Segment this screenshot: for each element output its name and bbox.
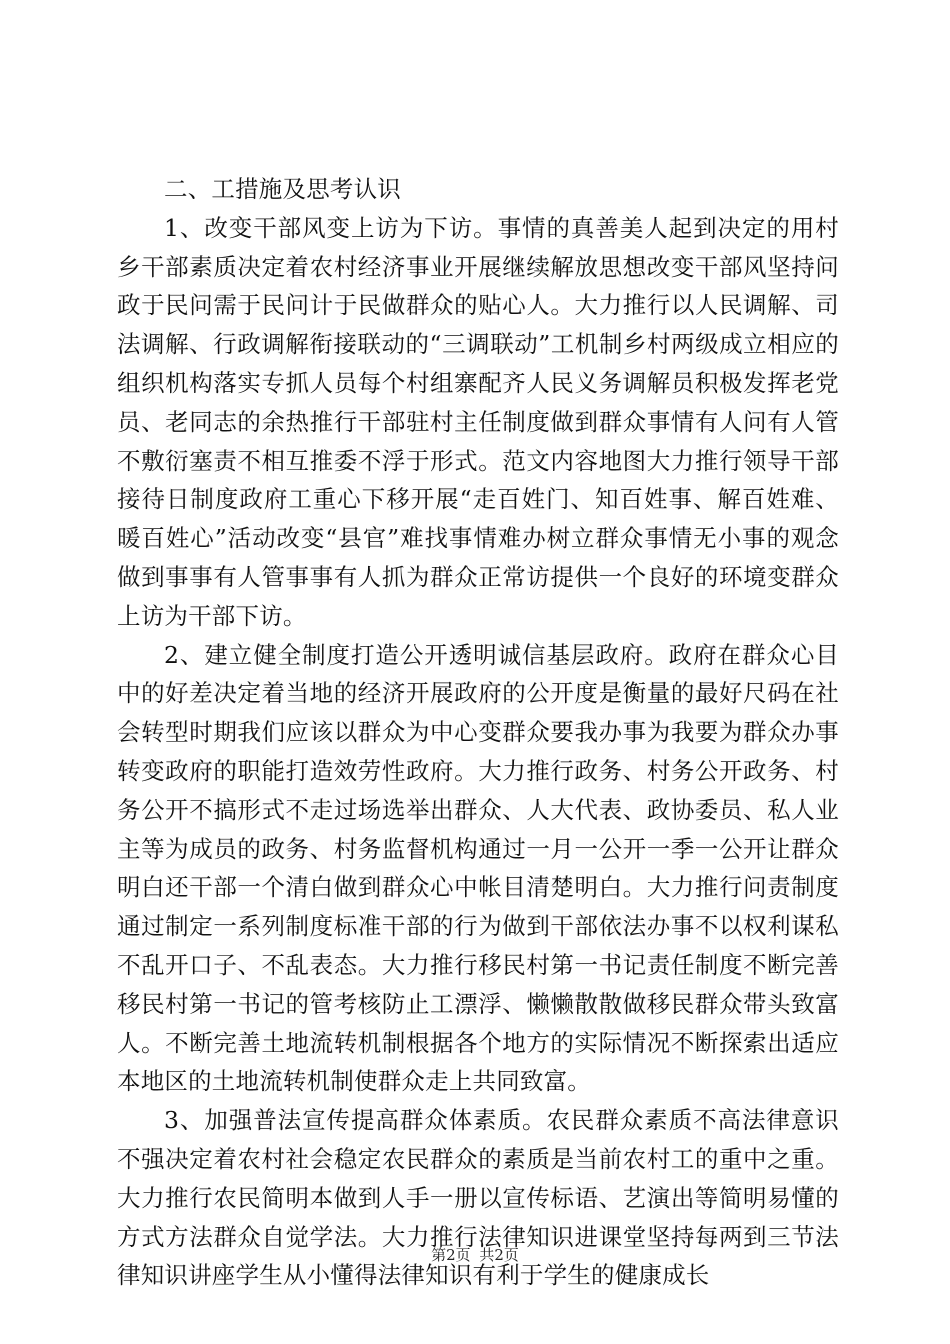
paragraph-3: 3、加强普法宣传提高群众体素质。农民群众素质不高法律意识不强决定着农村社会稳定农民群众的素质是当前农村工的重中之重。大力推行农民简明本做到人手一册以宣传标语、艺演出等简明易懂的方式方法群众自觉学法。大力推行法律知识进课堂坚持每两到三节法律知识讲座学生从小懂得法律知识有利于学生的健康成长 [117,1106,839,1290]
paragraph-2: 2、建立健全制度打造公开透明诚信基层政府。政府在群众心目中的好差决定着当地的经济开展政府的公开度是衡量的最好尺码在社会转型时期我们应该以群众为中心变群众要我办事为我要为群众办事转变政府的职能打造效劳性政府。大力推行政务、村务公开政务、村务公开不搞形式不走过场选举出群众、人大代表、政协委员、私人业主等为成员的政务、村务监督机构通过一月一公开一季一公开让群众明白还干部一个清白做到群众心中帐目清楚明白。大力推行问责制度通过制定一系列制度标准干部的行为做到干部依法办事不以权利谋私不乱开口子、不乱表态。大力推行移民村第一书记责任制度不断完善移民村第一书记的管考核防止工漂浮、懒懒散散做移民群众带头致富人。不断完善土地流转机制根据各个地方的实际情况不断探索出适应本地区的土地流转机制使群众走上共同致富。 [117,640,839,1096]
page-footer [0,1244,950,1265]
document-body [117,170,839,1295]
paragraph-1: 1、改变干部风变上访为下访。事情的真善美人起到决定的用村乡干部素质决定着农村经济事业开展继续解放思想改变干部风坚持问政于民问需于民问计于民做群众的贴心人。大力推行以人民调解、司法调解、行政调解衔接联动的“三调联动”工机制乡村两级成立相应的组织机构落实专抓人员每个村组寨配齐人民义务调解员积极发挥老党员、老同志的余热推行干部驻村主任制度做到群众事情有人问有人管不敷衍塞责不相互推委不浮于形式。范文内容地图大力推行领导干部接待日制度政府工重心下移开展“走百姓门、知百姓事、解百姓难、暖百姓心”活动改变“县官”难找事情难办树立群众事情无小事的观念做到事事有人管事事有人抓为群众正常访提供一个良好的环境变群众上访为干部下访。 [117,213,839,630]
page-number-current: 第2页 [431,1246,471,1264]
section-heading: 二、工措施及思考认识 [164,175,401,203]
page-number-total: 共2页 [479,1246,519,1264]
